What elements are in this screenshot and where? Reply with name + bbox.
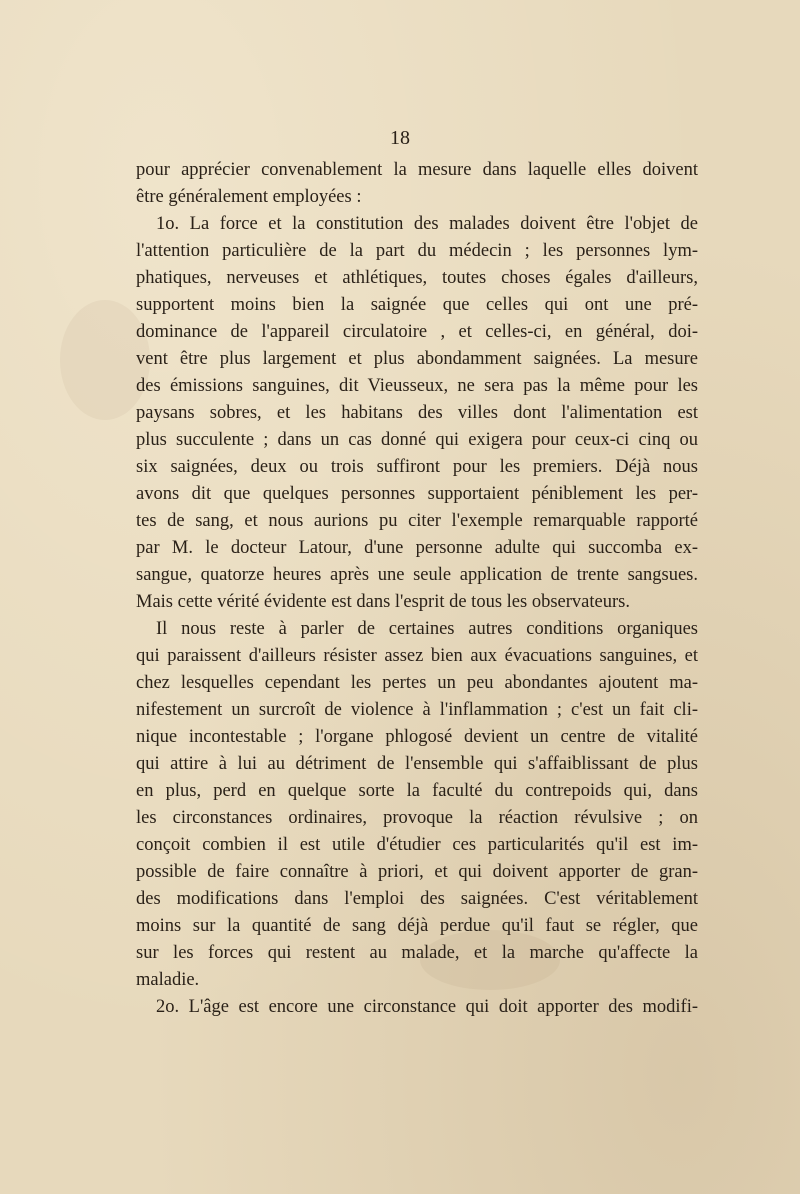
text-line: paysans sobres, et les habitans des villes dont l'alimentation est: [136, 403, 698, 423]
text-line: conçoit combien il est utile d'étudier ces particularités qu'il est im-: [136, 835, 698, 855]
text-line: 2o. L'âge est encore une circonstance qui doit apporter des modifi-: [156, 997, 698, 1017]
text-line: être généralement employées :: [136, 187, 362, 207]
page-number: 18: [390, 127, 410, 149]
body-text: [136, 157, 698, 1021]
text-line: pour apprécier convenablement la mesure dans laquelle elles doivent: [136, 160, 698, 180]
text-line: Il nous reste à parler de certaines autres conditions organiques: [156, 619, 698, 639]
text-line: les circonstances ordinaires, provoque la réaction révulsive ; on: [136, 808, 698, 828]
text-line: avons dit que quelques personnes supportaient péniblement les per-: [136, 484, 698, 504]
text-line: sangue, quatorze heures après une seule application de trente sangsues.: [136, 565, 698, 585]
text-line: phatiques, nerveuses et athlétiques, toutes choses égales d'ailleurs,: [136, 268, 698, 288]
text-line: qui attire à lui au détriment de l'ensemble qui s'affaiblissant de plus: [136, 754, 698, 774]
text-line: six saignées, deux ou trois suffiront pour les premiers. Déjà nous: [136, 457, 698, 477]
text-line: maladie.: [136, 970, 200, 990]
text-line: 1o. La force et la constitution des malades doivent être l'objet de: [156, 214, 698, 234]
text-line: des émissions sanguines, dit Vieusseux, ne sera pas la même pour les: [136, 376, 698, 396]
text-line: plus succulente ; dans un cas donné qui exigera pour ceux-ci cinq ou: [136, 430, 698, 450]
text-line: possible de faire connaître à priori, et qui doivent apporter de gran-: [136, 862, 698, 882]
text-line: dominance de l'appareil circulatoire , et celles-ci, en général, doi-: [136, 322, 698, 342]
text-line: Mais cette vérité évidente est dans l'esprit de tous les observateurs.: [136, 592, 630, 612]
text-line: nifestement un surcroît de violence à l'inflammation ; c'est un fait cli-: [136, 700, 698, 720]
text-line: en plus, perd en quelque sorte la faculté du contrepoids qui, dans: [136, 781, 698, 801]
text-line: par M. le docteur Latour, d'une personne adulte qui succomba ex-: [136, 538, 698, 558]
text-line: qui paraissent d'ailleurs résister assez bien aux évacuations sanguines, et: [136, 646, 698, 666]
text-line: moins sur la quantité de sang déjà perdue qu'il faut se régler, que: [136, 916, 698, 936]
text-line: des modifications dans l'emploi des saignées. C'est véritablement: [136, 889, 698, 909]
text-line: chez lesquelles cependant les pertes un peu abondantes ajoutent ma-: [136, 673, 698, 693]
text-line: vent être plus largement et plus abondamment saignées. La mesure: [136, 349, 698, 369]
text-line: nique incontestable ; l'organe phlogosé devient un centre de vitalité: [136, 727, 698, 747]
text-line: supportent moins bien la saignée que celles qui ont une pré-: [136, 295, 698, 315]
text-line: sur les forces qui restent au malade, et la marche qu'affecte la: [136, 943, 698, 963]
text-line: l'attention particulière de la part du médecin ; les personnes lym-: [136, 241, 698, 261]
text-line: tes de sang, et nous aurions pu citer l'exemple remarquable rapporté: [136, 511, 698, 531]
